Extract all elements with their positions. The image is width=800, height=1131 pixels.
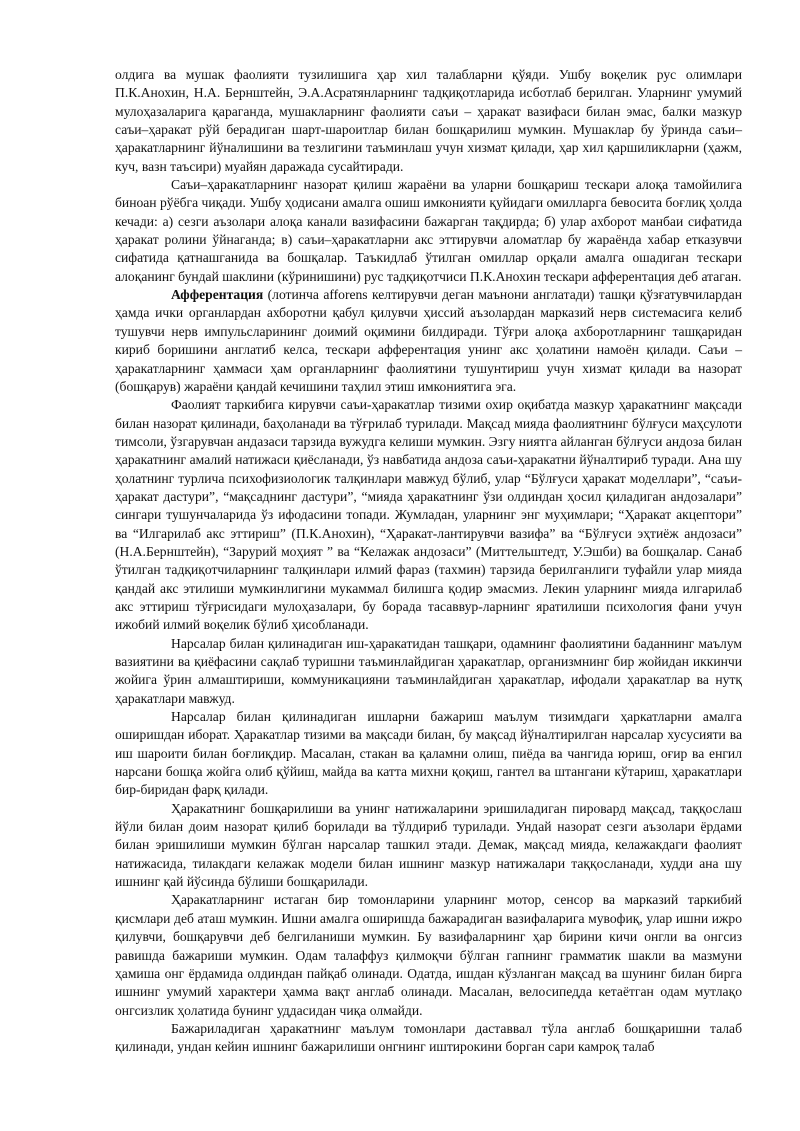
paragraph: Нарсалар билан қилинадиган ишларни бажариш маълум тизимдаги ҳаркатларни амалга оширишдан иборат. Ҳаракатлар тизими ва мақсади билан, бу мақсад йўналтирилган нарсалар хусусияти ва иш шароити билан боғлиқдир. Масалан, стакан ва қаламни олиш, пиёда ва чангида юриш, оғир ва енгил нарсани бошқа жойга олиб қўйиш, майда ва катта михни қоқиш, гантел ва штангани кўтариш, ҳаракатлари бир-биридан фарқ қилади. bbox=[115, 709, 742, 798]
paragraph: Ҳаракатнинг бошқарилиши ва унинг натижаларини эришиладиган пировард мақсад, таққослаш йўли билан доим назорат қилиб борилади ва тўлдириб турилади. Ундай назорат сезги аъзолари ёрдами билан эришилиши мумкин бўлган нарсалар ташкил этади. Демак, мақсад мияда, келажакдаги фаолият натижасида, тилакдаги келажак модели билан ишнинг мазкур натижалари таққосланади, худди ана шу ишнинг қай йўсинда бўлиши бошқарилади. bbox=[115, 800, 742, 890]
paragraph: Ҳаракатларнинг истаган бир томонларини уларнинг мотор, сенсор ва марказий таркибий қисмлари деб аташ мумкин. Ишни амалга оширишда бажарадиган вазифаларига мувофиқ, улар ишни ижро қилувчи, бошқарувчи деб белгиланиши мумкин. Бу вазифаларнинг ҳар бирини кичи онгли ва онгсиз равишда бажариши мумкин. Одам талаффуз қилмоқчи бўлган гапнинг грамматик шакли ва мазмуни ҳамиша онг ёрдамида олдиндан пайқаб олинади. Одатда, ишдан кўзланган мақсад ва шунинг билан бирга ишнинг умумий характери ҳамма вақт англаб олинади. Масалан, велосипедда кетаётган одам мутлақо онгсизлик ҳолатида бунинг уддасидан чиқа олмайди. bbox=[115, 892, 742, 1018]
paragraph: Нарсалар билан қилинадиган иш-ҳаракатидан ташқари, одамнинг фаолиятини баданнинг маълум вазиятини ва қиёфасини сақлаб туришни таъминлайдиган ҳаракатлар, организмнинг бир жойидан иккинчи жойига ўрин алмаштириши, коммуникацияни таъминлайдиган ҳаракатлар, ифодали ҳаракатлар ва нутқ ҳаракатлари мавжуд. bbox=[115, 635, 742, 706]
paragraph: Фаолият таркибига кирувчи саъи-ҳаракатлар тизими охир оқибатда мазкур ҳаракатнинг мақсади билан назорат қилинади, баҳоланади ва тўғрилаб турилади. Мақсад мияда фаолиятнинг бўлғуси маҳсулоти тимсоли, ўзгарувчан андазаси тарзида вужудга келиши мумкин. Эзгу ниятга айланган бўлғуси андоза билан ҳаракатнинг амалий натижаси қиёсланади, ўз навбатида андоза саъи-ҳаракатни йўналтириб туради. Ана шу ҳолатнинг турлича психофизиологик талқинлари мавжуд бўлиб, улар “Бўлғуси ҳаракат моделлари”, “саъи-ҳаракат дастури”, “мақсаднинг дастури”, “мияда ҳаракатнинг ўзи олдиндан ҳосил қиладиган андозалари” сингари тушунчаларида ўз ифодасини топади. Жумладан, уларнинг энг муҳимлари; “Ҳаракат акцептори” ва “Илгарилаб акс эттириш” (П.К.Анохин), “Ҳаракат-лантирувчи вазифа” ва “Бўлғуси эҳтиёж андозаси” (Н.А.Бернштейн), “Зарурий моҳият ” ва “Келажак андозаси” (Миттельштедт, У.Эшби) ва бошқалар. Санаб ўтилган тадқиқотчиларнинг талқинлари илмий фараз (тахмин) тарзида берилганлиги туфайли улар мияда қандай акс этилиши мумкинлигини мукаммал билишга қодир эмасмиз. Лекин уларнинг мияда илгарилаб акс эттириш тўғрисидаги мулоҳазалари, бу борада тасаввур-ларнинг яратилиши психология фани учун ижобий илмий воқелик бўлиб ҳисобланади. bbox=[115, 397, 742, 633]
paragraph bbox=[115, 286, 742, 396]
paragraph: Саъи–ҳаракатларнинг назорат қилиш жараёни ва уларни бошқариш тескари алоқа тамойилига биноан рўёбга чиқади. Ушбу ҳодисани амалга ошиш имконияти қуйидаги омилларга бевосита боғлиқ ҳолда кечади: а) сезги аъзолари алоқа канали вазифасини бажарган тақдирда; б) улар ахборот манбаи сифатида ҳаракат ролини ўйнаганда; в) саъи–ҳаракатларни акс эттирувчи аломатлар бу жараёнда хабар етказувчи сифатида қатнашганида ва бошқалар. Таъкидлаб ўтилган омиллар орқали амалга ошадиган тескари алоқанинг бундай шаклини (кўринишини) рус тадқиқотчиси П.К.Анохин тескари афферентация деб атаган. bbox=[115, 177, 742, 284]
bold-term: Афферентация bbox=[171, 287, 264, 303]
paragraph: Бажариладиган ҳаракатнинг маълум томонлари даставвал тўла англаб бошқаришни талаб қилинади, ундан кейин ишнинг бажарилиши онгнинг иштирокини борган сари камроқ талаб bbox=[115, 1020, 742, 1055]
paragraph-text: (лотинча afforens келтирувчи деган маънони англатади) ташқи қўзғатувчилардан ҳамда ички органлардан ахборотни қабул қилувчи ҳиссий аъзолардан марказий нерв системасига келиб тушувчи нерв импульсларининг доимий оқимини билдиради. Тўғри алоқа ахборотларнинг ташқаридан кириб боришини англатиб келса, тескари афферентация унинг акс ҳолатини намоён қилади. Саъи – ҳаракатларнинг ҳаммаси ҳам органларнинг фаолиятини тушунтириш учун хизмат қилади ва назорат (бошқарув) жараёни қандай кечишини таҳлил этиш имкониятига эга. bbox=[115, 287, 742, 394]
paragraph: олдига ва мушак фаолияти тузилишига ҳар хил талабларни қўяди. Ушбу воқелик рус олимлари П.К.Анохин, Н.А. Бернштейн, Э.А.Асратянларнинг тадқиқотларида исботлаб берилган. Уларнинг умумий мулоҳазаларига қараганда, мушакларнинг фаолияти саъи – ҳаракат вазифаси билан эмас, балки мазкур саъи–ҳаракат рўй берадиган шарт-шароитлар билан бошқарилиш мумкин. Мушаклар бу ўринда саъи– ҳаракатларнинг йўналишини ва тезлигини таъминлаш учун хизмат қилади, ҳар хил қаршиликларни (ҳажм, куч, вазн таъсири) муайян даражада сусайтиради. bbox=[115, 67, 742, 174]
document-page bbox=[115, 66, 742, 1057]
